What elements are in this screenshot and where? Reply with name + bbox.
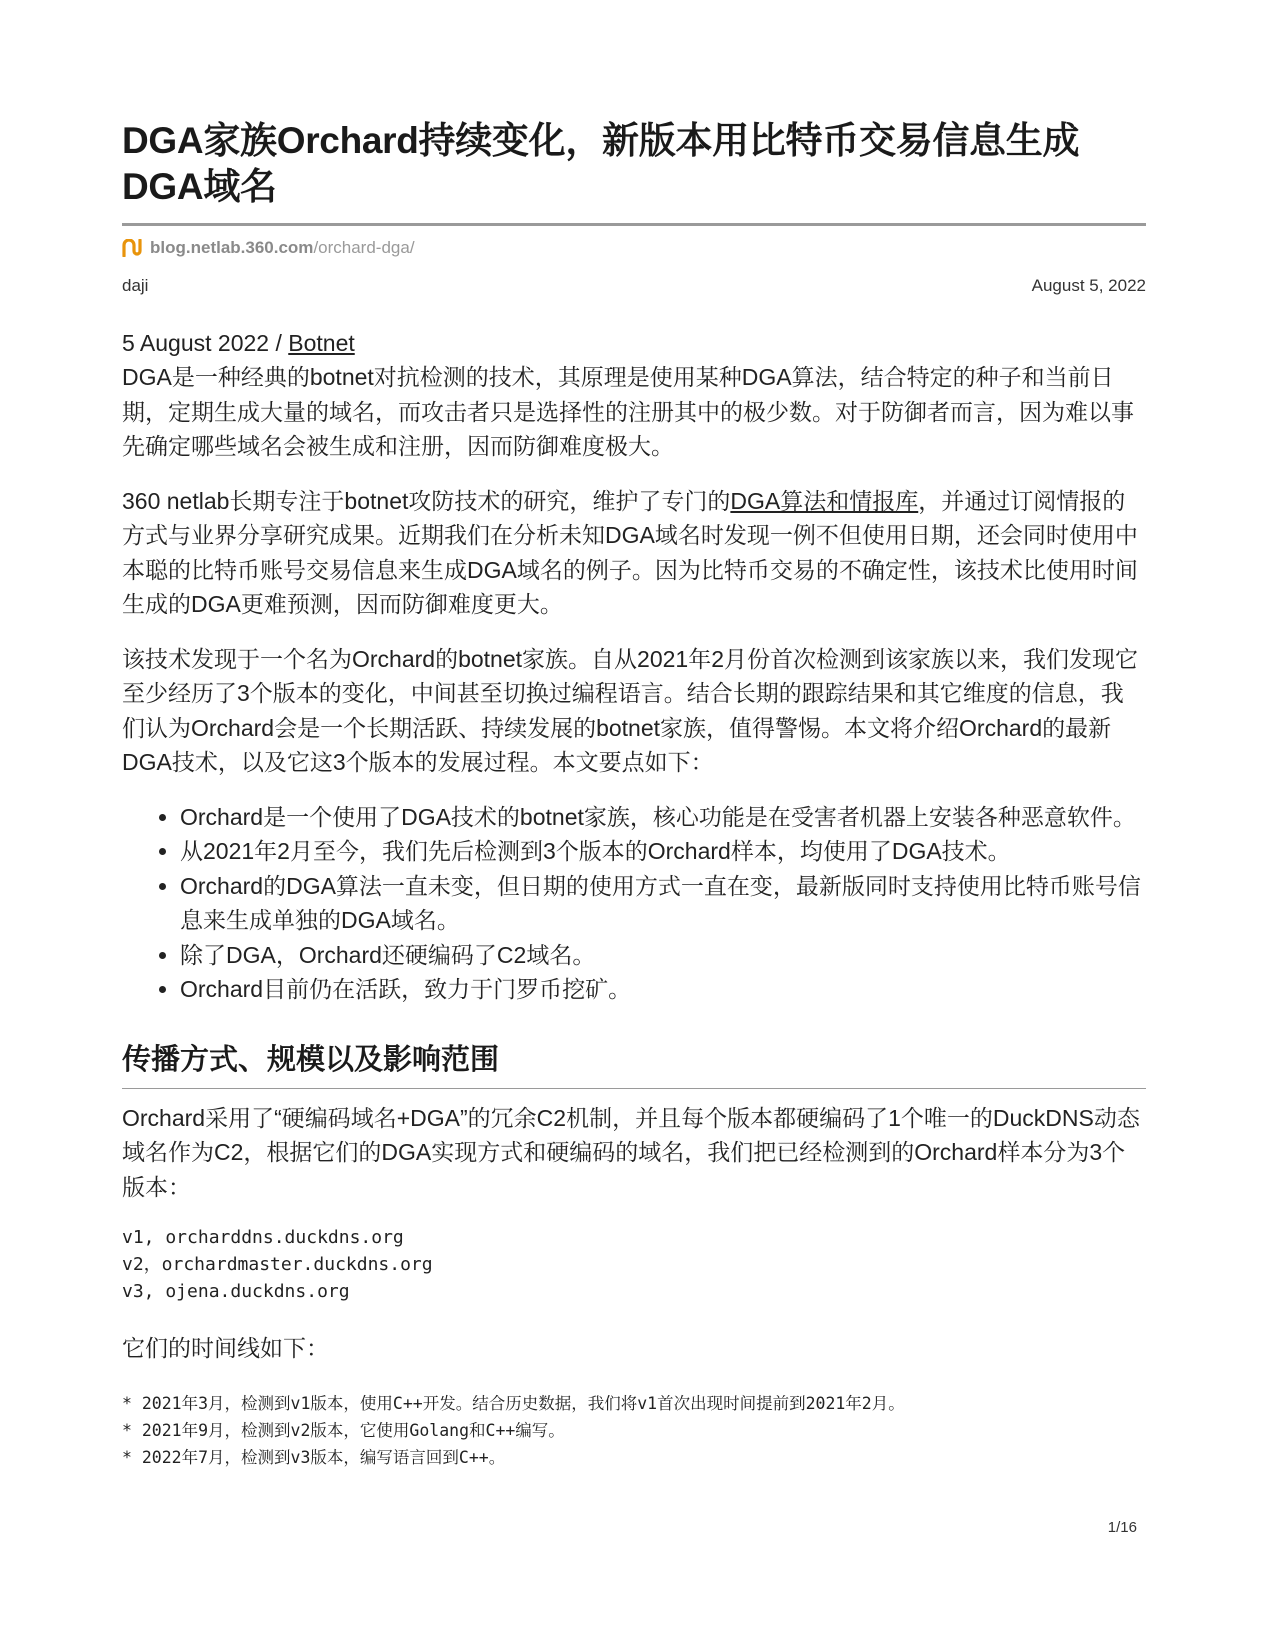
code-line: v1, orcharddns.duckdns.org	[122, 1227, 404, 1248]
paragraph-netlab-a: 360 netlab长期专注于botnet攻防技术的研究，维护了专门的	[122, 487, 731, 514]
author: daji	[122, 276, 149, 295]
dateline	[122, 326, 1146, 360]
paragraph-netlab-b: ，并通过订阅情报的方式与业界分享研究成果。近期我们在分析未知DGA域名时发现一例不但使用日期，还会同时使用中本聪的比特币账号交易信息来生成DGA域名的例子。因为比特币交易的不确定性，该技术比使用时间生成的DGA更难预测，因而防御难度更大。	[122, 487, 1138, 617]
page-title: DGA家族Orchard持续变化，新版本用比特币交易信息生成DGA域名	[122, 120, 1080, 207]
meta-row	[122, 276, 1146, 296]
section-divider	[122, 1088, 1146, 1089]
article	[122, 118, 1146, 1497]
list-item: • Orchard是一个使用了DGA技术的botnet家族，核心功能是在受害者机器上安装各种恶意软件。	[180, 800, 1146, 835]
publish-date: August 5, 2022	[1031, 276, 1146, 295]
list-item: • 除了DGA，Orchard还硬编码了C2域名。	[180, 938, 1146, 973]
code-block-versions	[122, 1224, 1146, 1305]
code-line: * 2022年7月，检测到v3版本，编写语言回到C++。	[122, 1447, 506, 1467]
list-item: • 从2021年2月至今，我们先后检测到3个版本的Orchard样本，均使用了DGA技术。	[180, 834, 1146, 869]
dga-library-link[interactable]: DGA算法和情报库	[730, 487, 919, 514]
code-block-timeline	[122, 1390, 1146, 1471]
key-points-list	[122, 800, 1146, 1007]
paragraph-timeline: 它们的时间线如下：	[122, 1335, 329, 1361]
netlab-logo-icon	[122, 239, 144, 257]
paragraph-c2: Orchard采用了“硬编码域名+DGA”的冗余C2机制，并且每个版本都硬编码了1个唯一的DuckDNS动态域名作为C2，根据它们的DGA实现方式和硬编码的域名，我们把已经检测到的Orchard样本分为3个版本：	[122, 1104, 1140, 1200]
source-link[interactable]	[122, 236, 1146, 260]
source-path: /orchard-dga/	[313, 238, 415, 257]
list-item: • Orchard目前仍在活跃，致力于门罗币挖矿。	[180, 972, 1146, 1007]
paragraph-orchard: 该技术发现于一个名为Orchard的botnet家族。自从2021年2月份首次检测到该家族以来，我们发现它至少经历了3个版本的变化，中间甚至切换过编程语言。结合长期的跟踪结果和其它维度的信息，我们认为Orchard会是一个长期活跃、持续发展的botnet家族，值得警惕。本文将介绍Orchard的最新DGA技术，以及它这3个版本的发展过程。本文要点如下：	[122, 645, 1138, 775]
page-number: 1/16	[1107, 1519, 1137, 1536]
code-line: v2，orchardmaster.duckdns.org	[122, 1254, 433, 1275]
code-line: v3, ojena.duckdns.org	[122, 1281, 350, 1302]
source-domain: blog.netlab.360.com	[150, 238, 314, 257]
category-link[interactable]: Botnet	[288, 330, 355, 356]
code-line: * 2021年9月，检测到v2版本，它使用Golang和C++编写。	[122, 1420, 565, 1440]
list-item: • Orchard的DGA算法一直未变，但日期的使用方式一直在变，最新版同时支持使用比特币账号信息来生成单独的DGA域名。	[180, 869, 1146, 938]
title-divider	[122, 223, 1146, 226]
code-line: * 2021年3月，检测到v1版本，使用C++开发。结合历史数据，我们将v1首次出现时间提前到2021年2月。	[122, 1393, 905, 1413]
section-heading: 传播方式、规模以及影响范围	[122, 1043, 500, 1076]
dateline-date: 5 August 2022 /	[122, 330, 289, 356]
paragraph-netlab	[122, 484, 1146, 622]
paragraph-intro: DGA是一种经典的botnet对抗检测的技术，其原理是使用某种DGA算法，结合特定的种子和当前日期，定期生成大量的域名，而攻击者只是选择性的注册其中的极少数。对于防御者而言，因为难以事先确定哪些域名会被生成和注册，因而防御难度极大。	[122, 364, 1134, 459]
